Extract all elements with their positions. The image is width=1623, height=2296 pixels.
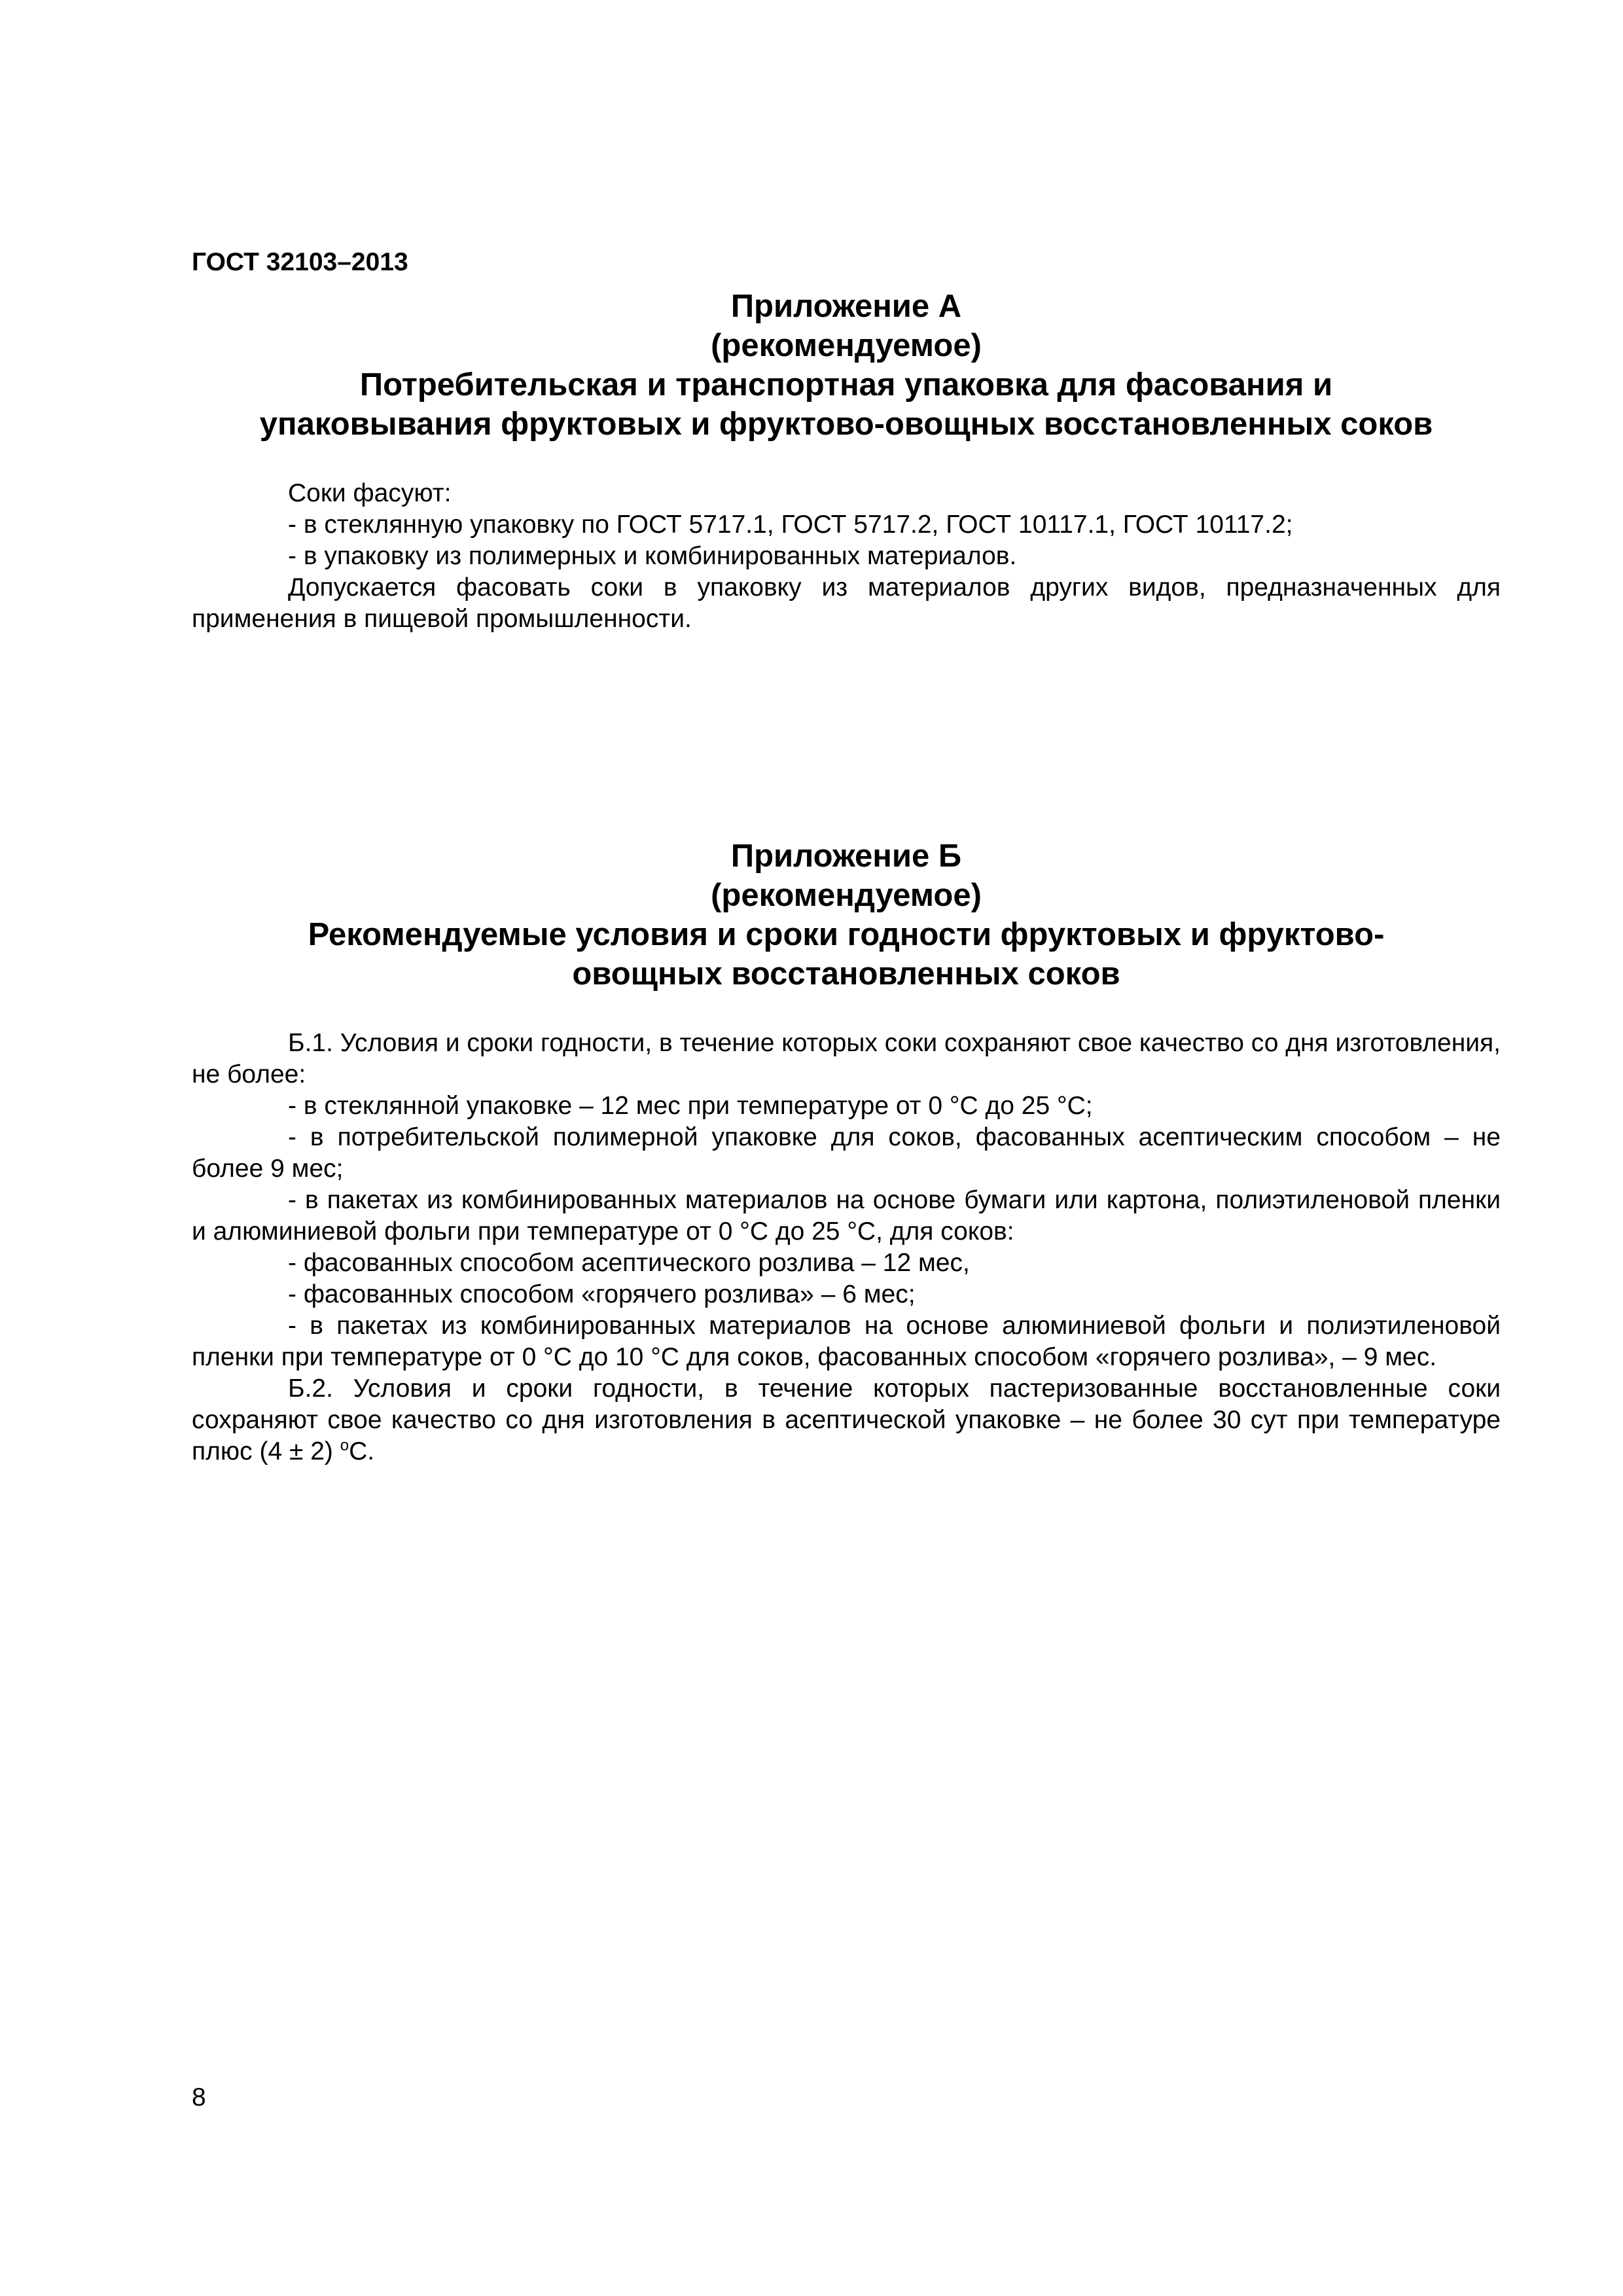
degree-mark: o — [340, 1437, 349, 1454]
paragraph: Б.1. Условия и сроки годности, в течение которых соки сохраняют свое качество со дня изготовления, не более: — [192, 1029, 1501, 1088]
appendix-b-body — [192, 1028, 1501, 1467]
list-item: - в потребительской полимерной упаковке для соков, фасованных асептическим способом – не более 9 мес; — [192, 1123, 1501, 1183]
appendix-b-status: (рекомендуемое) — [711, 878, 982, 913]
paragraph-text: Б.2. Условия и сроки годности, в течение которых пастеризованные восстановленные соки сохраняют свое качество со дня изготовления в асептической упаковке – не более 30 сут при температуре плюс (4 ± 2) — [192, 1374, 1501, 1465]
standard-code: ГОСТ 32103–2013 — [192, 248, 408, 276]
paragraph — [192, 1373, 1501, 1467]
paragraph: Допускается фасовать соки в упаковку из материалов других видов, предназначенных для применения в пищевой промышленности. — [192, 573, 1501, 633]
page-number: 8 — [192, 2083, 206, 2111]
appendix-b — [192, 836, 1501, 1467]
list-item: - в стеклянной упаковке – 12 мес при температуре от 0 °С до 25 °С; — [288, 1092, 1093, 1120]
appendix-b-title: Рекомендуемые условия и сроки годности фруктовых и фруктово-овощных восстановленных соков — [308, 917, 1385, 992]
list-item: - фасованных способом асептического розлива – 12 мес, — [288, 1249, 970, 1277]
paragraph: Соки фасуют: — [288, 479, 452, 507]
appendix-b-heading: Приложение Б — [730, 838, 962, 874]
appendix-a-status: (рекомендуемое) — [711, 328, 982, 363]
appendix-a-body — [192, 478, 1501, 635]
list-item: - в пакетах из комбинированных материалов на основе бумаги или картона, полиэтиленовой пленки и алюминиевой фольги при температуре от 0 °С до 25 °С, для соков: — [192, 1186, 1501, 1246]
appendix-a — [192, 287, 1501, 635]
list-item: - фасованных способом «горячего розлива» – 6 мес; — [288, 1280, 916, 1308]
list-item: - в упаковку из полимерных и комбинированных материалов. — [288, 542, 1017, 570]
list-item: - в пакетах из комбинированных материалов на основе алюминиевой фольги и полиэтиленовой пленки при температуре от 0 °С до 10 °С для соков, фасованных способом «горячего розлива», – 9 мес. — [192, 1312, 1501, 1371]
paragraph-end: С. — [349, 1437, 375, 1465]
list-item: - в стеклянную упаковку по ГОСТ 5717.1, ГОСТ 5717.2, ГОСТ 10117.1, ГОСТ 10117.2; — [288, 511, 1293, 539]
appendix-a-title: Потребительская и транспортная упаковка для фасования и упаковывания фруктовых и фруктово-овощных восстановленных соков — [259, 367, 1433, 442]
appendix-a-heading: Приложение А — [730, 289, 962, 324]
